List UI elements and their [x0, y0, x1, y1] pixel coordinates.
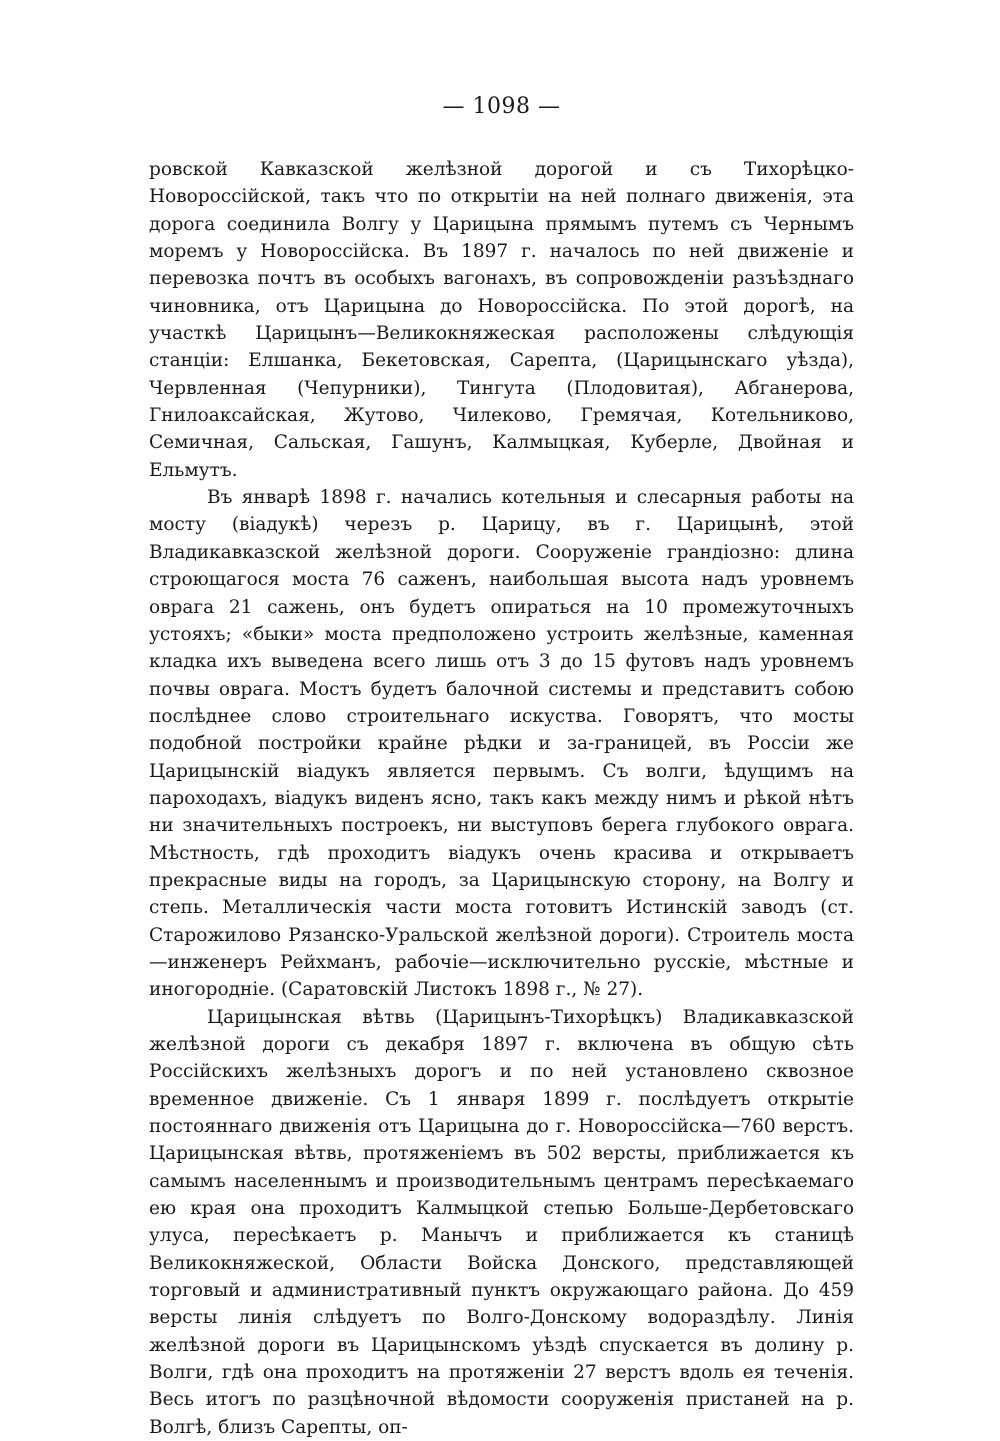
paragraph-railway-stations: ровской Кавказской желѣзной дорогой и съ Тихорѣцко-Новороссійской, такъ что по открытіи на ней полнаго движенія, эта дорога соединила Волгу у Царицына прямымъ путемъ съ Чернымъ моремъ у Новороссійска. Въ 1897 г. началось по ней движеніе и перевозка почтъ въ особыхъ вагонахъ, въ сопровожденіи разъѣзднаго чиновника, отъ Царицына до Новороссійска. По этой дорогѣ, на участкѣ Царицынъ—Великокняжеская расположены слѣдующія станціи: Елшанка, Бекетовская, Сарепта, (Царицынскаго уѣзда), Червленная (Чепурники), Тингута (Плодовитая), Абганерова, Гнилоаксайская, Жутово, Чилеково, Гремячая, Котельниково, Семичная, Сальская, Гашунъ, Калмыцкая, Куберле, Двойная и Ельмутъ. — [149, 159, 854, 481]
document-page — [149, 92, 854, 1441]
paragraph-tsaritsyn-branch: Царицынская вѣтвь (Царицынъ-Тихорѣцкъ) Владикавказской желѣзной дороги съ декабря 1897 г. включена въ общую сѣть Россійскихъ желѣзныхъ дорогъ и по ней установлено сквозное временное движеніе. Съ 1 января 1899 г. послѣдуетъ открытіе постояннаго движенія отъ Царицына до г. Новороссійска—760 верстъ. Царицынская вѣтвь, протяженіемъ въ 502 версты, приближается къ самымъ населеннымъ и производительнымъ центрамъ пересѣкаемаго ею края она проходитъ Калмыцкой степью Больше-Дербетовскаго улуса, пересѣкаетъ р. Манычъ и приближается къ станицѣ Великокняжеской, Области Войска Донского, представляющей торговый и административный пунктъ окружающаго района. До 459 версты линія слѣдуетъ по Волго-Донскому водораздѣлу. Линія желѣзной дороги въ Царицынскомъ уѣздѣ спускается въ долину р. Волги, гдѣ она проходитъ на протяженіи 27 верстъ вдоль ея теченія. Весь итогъ по разцѣночной вѣдомости сооруженія пристаней на р. Волгѣ, близъ Сарепты, оп- — [149, 1006, 854, 1438]
page-number: — 1098 — — [442, 94, 561, 119]
paragraph-viaduct: Въ январѣ 1898 г. начались котельныя и слесарныя работы на мосту (віадукѣ) черезъ р. Царицу, въ г. Царицынѣ, этой Владикавказской желѣзной дороги. Сооруженіе грандіозно: длина строющагося моста 76 саженъ, наибольшая высота надъ уровнемъ оврага 21 сажень, онъ будетъ опираться на 10 промежуточныхъ устояхъ; «быки» моста предположено устроить желѣзные, каменная кладка ихъ выведена всего лишь отъ 3 до 15 футовъ надъ уровнемъ почвы оврага. Мостъ будетъ балочной системы и представитъ собою послѣднее слово строительнаго искуства. Говорятъ, что мосты подобной постройки крайне рѣдки и за-границей, въ Россіи же Царицынскій віадукъ является первымъ. Съ волги, ѣдущимъ на пароходахъ, віадукъ виденъ ясно, такъ какъ между нимъ и рѣкой нѣтъ ни значительныхъ построекъ, ни выступовъ берега глубокого оврага. Мѣстность, гдѣ проходитъ віадукъ очень красива и открываетъ прекрасные виды на городъ, за Царицынскую сторону, на Волгу и степь. Металлическія части моста готовитъ Истинскій заводъ (ст. Старожилово Рязанско-Уральской желѣзной дороги). Строитель моста—инженеръ Рейхманъ, рабочіе—исключительно русскіе, мѣстные и иногородніе. (Саратовскій Листокъ 1898 г., № 27). — [149, 487, 854, 1001]
